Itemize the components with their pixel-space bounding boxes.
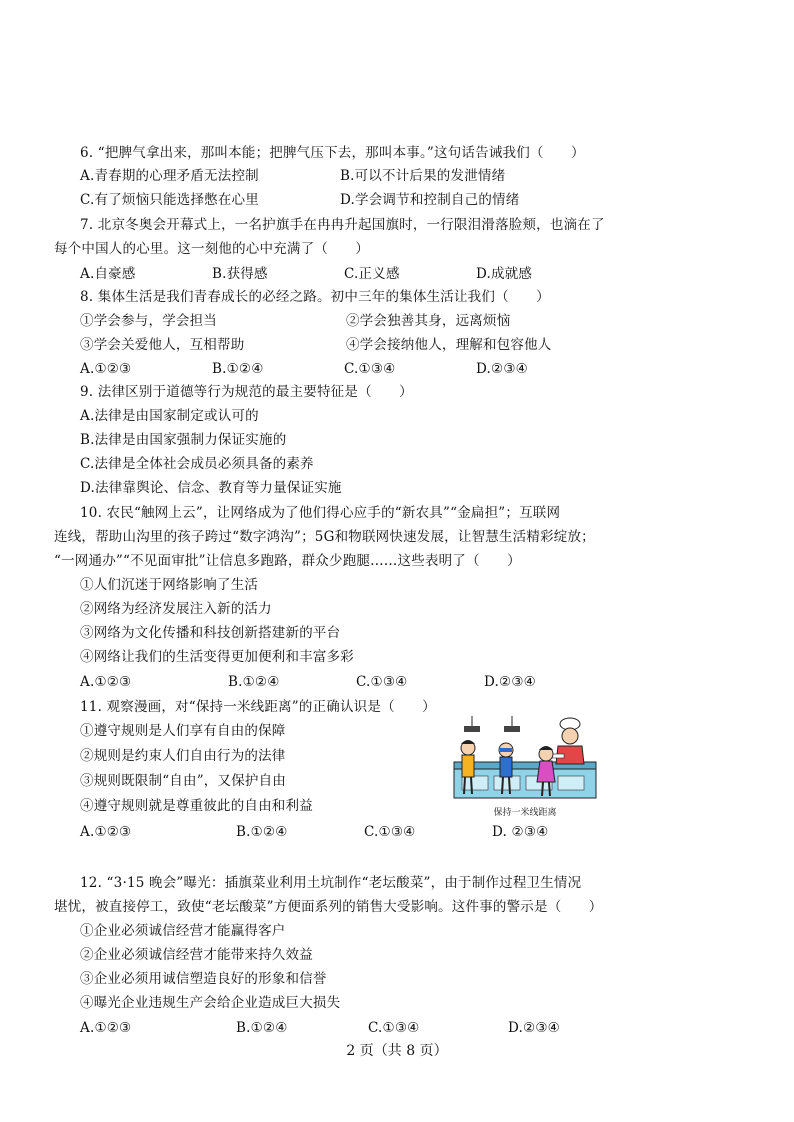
q12-statement-4: ④曝光企业违规生产会给企业造成巨大损失	[80, 995, 341, 1011]
q12-option-d: D.②③④	[508, 1020, 560, 1036]
q7-option-d: D.成就感	[476, 266, 533, 282]
q8-option-b: B.①②④	[212, 361, 264, 377]
q7-option-a: A.自豪感	[80, 266, 136, 282]
q12-statement-2: ②企业必须诚信经营才能带来持久效益	[80, 947, 313, 963]
q12-statement-1: ①企业必须诚信经营才能赢得客户	[80, 923, 286, 939]
q12-stem-line1: 12. “3·15 晚会”曝光：插旗菜业利用土坑制作“老坛酸菜”，由于制作过程卫生情况	[80, 875, 582, 891]
q12-option-c: C.①③④	[368, 1020, 420, 1036]
q11-option-d: D. ②③④	[492, 824, 549, 840]
q11-statement-2: ②规则是约束人们自由行为的法律	[80, 748, 286, 764]
q9-option-d: D.法律靠舆论、信念、教育等力量保证实施	[80, 480, 342, 496]
q6-option-b: B.可以不计后果的发泄情绪	[340, 168, 506, 184]
q9-option-a: A.法律是由国家制定或认可的	[80, 408, 259, 424]
q10-statement-2: ②网络为经济发展注入新的活力	[80, 601, 272, 617]
q12-option-b: B.①②④	[236, 1020, 288, 1036]
q10-option-a: A.①②③	[80, 674, 132, 690]
q12-stem-line2: 堪忧，被直接停工，致使“老坛酸菜”方便面系列的销售大受影响。这件事的警示是（ ）	[54, 899, 603, 915]
q8-statement-2: ②学会独善其身，远离烦恼	[346, 313, 511, 329]
q10-option-d: D.②③④	[484, 674, 536, 690]
cartoon-illustration	[452, 716, 598, 820]
one-meter-line-cartoon	[452, 716, 598, 820]
q8-statement-4: ④学会接纳他人，理解和包容他人	[346, 337, 552, 353]
q10-statement-4: ④网络让我们的生活变得更加便利和丰富多彩	[80, 649, 354, 665]
q8-stem: 8. 集体生活是我们青春成长的必经之路。初中三年的集体生活让我们（ ）	[80, 289, 550, 305]
q12-statement-3: ③企业必须用诚信塑造良好的形象和信誉	[80, 971, 327, 987]
q8-statement-3: ③学会关爱他人，互相帮助	[80, 337, 245, 353]
q11-option-a: A.①②③	[80, 824, 132, 840]
cartoon-caption: 保持一米线距离	[493, 808, 557, 818]
q6-option-d: D.学会调节和控制自己的情绪	[340, 192, 520, 208]
q7-stem-line2: 每个中国人的心里。这一刻他的心中充满了（ ）	[54, 241, 370, 257]
q6-option-c: C.有了烦恼只能选择憋在心里	[80, 192, 259, 208]
q11-stem: 11. 观察漫画，对“保持一米线距离”的正确认识是（ ）	[80, 699, 436, 715]
q10-stem-line2: 连线，帮助山沟里的孩子跨过“数字鸿沟”；5G和物联网快速发展，让智慧生活精彩绽放；	[54, 529, 595, 545]
q8-option-a: A.①②③	[80, 361, 132, 377]
q6-stem: 6. “把脾气拿出来，那叫本能；把脾气压下去，那叫本事。”这句话告诫我们（ ）	[80, 145, 585, 161]
q10-statement-3: ③网络为文化传播和科技创新搭建新的平台	[80, 625, 341, 641]
q9-option-b: B.法律是由国家强制力保证实施的	[80, 432, 287, 448]
q8-option-d: D.②③④	[476, 361, 528, 377]
q11-statement-1: ①遵守规则是人们享有自由的保障	[80, 723, 286, 739]
q10-option-c: C.①③④	[356, 674, 408, 690]
q11-statement-4: ④遵守规则就是尊重彼此的自由和利益	[80, 798, 313, 814]
q10-stem-line1: 10. 农民“触网上云”，让网络成为了他们得心应手的“新农具”“金扁担”；互联网	[80, 505, 561, 521]
q12-option-a: A.①②③	[80, 1020, 132, 1036]
q6-option-a: A.青春期的心理矛盾无法控制	[80, 168, 259, 184]
q7-stem-line1: 7. 北京冬奥会开幕式上，一名护旗手在冉冉升起国旗时，一行限泪滑落脸颊，也滴在了	[80, 217, 605, 233]
q7-option-b: B.获得感	[212, 266, 268, 282]
q11-option-b: B.①②④	[236, 824, 288, 840]
q10-stem-line3: “一网通办”“不见面审批”让信息多跑路，群众少跑腿……这些表明了（ ）	[54, 553, 521, 569]
q11-statement-3: ③规则既限制“自由”，又保护自由	[80, 773, 287, 789]
q10-option-b: B.①②④	[228, 674, 280, 690]
q8-option-c: C.①③④	[344, 361, 396, 377]
page-number: 2 页（共 8 页）	[346, 1043, 448, 1059]
q7-option-c: C.正义感	[344, 266, 400, 282]
q8-statement-1: ①学会参与，学会担当	[80, 313, 217, 329]
q9-option-c: C.法律是全体社会成员必须具备的素养	[80, 456, 314, 472]
q10-statement-1: ①人们沉迷于网络影响了生活	[80, 577, 259, 593]
q9-stem: 9. 法律区别于道德等行为规范的最主要特征是（ ）	[80, 384, 413, 400]
q11-option-c: C.①③④	[364, 824, 416, 840]
